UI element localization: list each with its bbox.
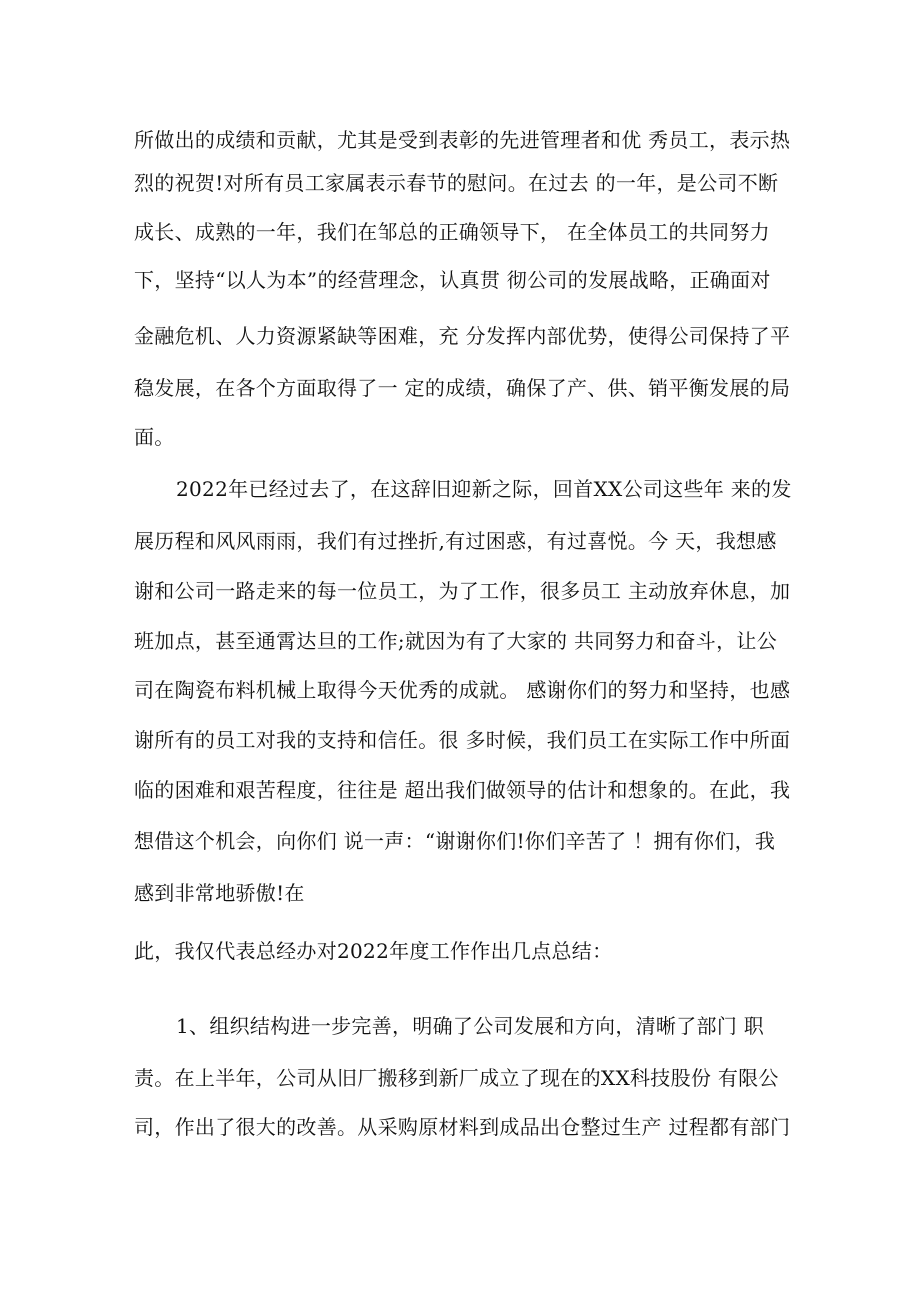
text-line: 展历程和风风雨雨，我们有过挫折,有过困惑，有过喜悦。今 天，我想感 [134, 529, 777, 553]
text-line: 此，我仅代表总经办对2022年度工作作出几点总结： [134, 939, 613, 963]
text-line: 烈的祝贺!对所有员工家属表示春节的慰问。在过去 的一年，是公司不断 [134, 171, 779, 195]
text-line: 谢所有的员工对我的支持和信任。很 多时候，我们员工在实际工作中所面 [134, 728, 791, 752]
text-line: 面。 [134, 425, 175, 449]
text-line: 谢和公司一路走来的每一位员工，为了工作，很多员工 主动放弃休息，加 [134, 579, 791, 603]
text-line: 1、组织结构进一步完善，明确了公司发展和方向，清晰了部门 职 [176, 1014, 765, 1038]
text-line: 成长、成熟的一年，我们在邹总的正确领导下， 在全体员工的共同努力 [134, 220, 770, 244]
text-line: 司在陶瓷布料机械上取得今天优秀的成就。 感谢你们的努力和坚持，也感 [134, 678, 791, 702]
text-line: 责。在上半年，公司从旧厂搬移到新厂成立了现在的XX科技股份 有限公 [134, 1066, 779, 1090]
text-line: 班加点，甚至通霄达旦的工作;就因为有了大家的 共同努力和奋斗，让公 [134, 629, 777, 653]
text-line: 感到非常地骄傲!在 [134, 881, 305, 905]
text-line: 所做出的成绩和贡献，尤其是受到表彰的先进管理者和优 秀员工，表示热 [134, 128, 791, 152]
text-line: 想借这个机会，向你们 说一声：“谢谢你们!你们辛苦了 ！拥有你们，我 [134, 829, 776, 853]
text-line: 下，坚持“以人为本”的经营理念，认真贯 彻公司的发展战略，正确面对 [134, 268, 771, 292]
text-line: 2022年已经过去了，在这辞旧迎新之际，回首XX公司这些年 来的发 [176, 477, 792, 501]
text-line: 稳发展，在各个方面取得了一 定的成绩，确保了产、供、销平衡发展的局 [134, 376, 791, 400]
text-line: 司，作出了很大的改善。从采购原材料到成品出仓整过生产 过程都有部门 [134, 1115, 791, 1139]
text-line: 临的困难和艰苦程度，往往是 超出我们做领导的估计和想象的。在此，我 [134, 778, 791, 802]
text-line: 金融危机、人力资源紧缺等困难，充 分发挥内部优势，使得公司保持了平 [134, 324, 791, 348]
